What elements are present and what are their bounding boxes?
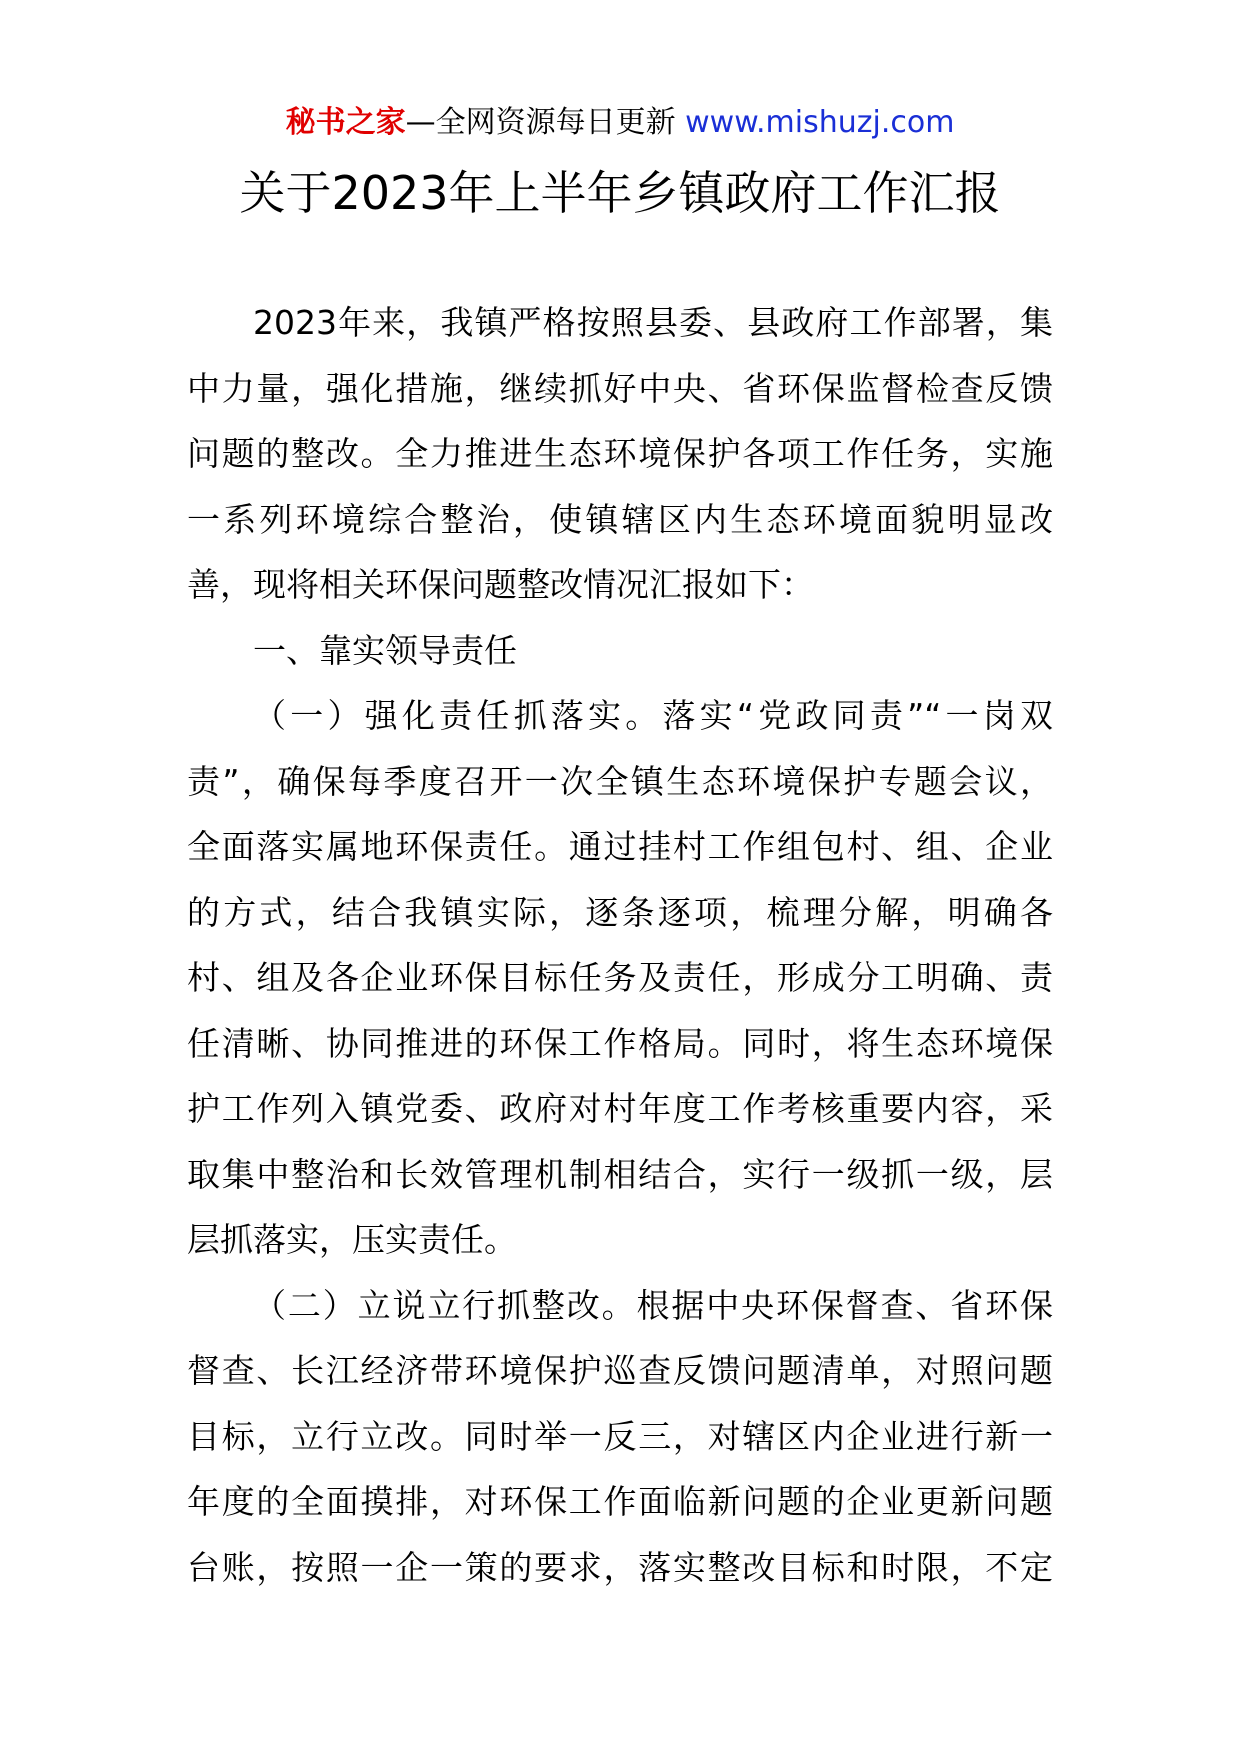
paragraph-one-line: 全面落实属地环保责任。通过挂村工作组包村、组、企业 — [187, 827, 1053, 866]
site-url-link[interactable]: www.mishuzj.com — [685, 105, 955, 140]
paragraph-one-line: 取集中整治和长效管理机制相结合，实行一级抓一级，层 — [187, 1154, 1053, 1194]
paragraph-intro-line: 问题的整改。全力推进生态环境保护各项工作任务，实施 — [187, 434, 1053, 473]
paragraph-one-line: 的方式，结合我镇实际，逐条逐项，梳理分解，明确各 — [187, 892, 1053, 932]
section-heading: 一、靠实领导责任 — [253, 630, 517, 670]
paragraph-one-line: 任清晰、协同推进的环保工作格局。同时，将生态环境保 — [187, 1023, 1053, 1063]
paragraph-intro-line: 中力量，强化措施，继续抓好中央、省环保监督检查反馈 — [187, 368, 1053, 408]
paragraph-one-line: 村、组及各企业环保目标任务及责任，形成分工明确、责 — [187, 958, 1053, 997]
paragraph-intro-line: 善，现将相关环保问题整改情况汇报如下： — [187, 565, 814, 604]
paragraph-two-line: 督查、长江经济带环境保护巡查反馈问题清单，对照问题 — [187, 1351, 1053, 1390]
brand-name: 秘书之家 — [285, 105, 406, 140]
paragraph-two-line: 台账，按照一企一策的要求，落实整改目标和时限，不定 — [187, 1547, 1053, 1587]
paragraph-two-line: （二）立说立行抓整改。根据中央环保督查、省环保 — [253, 1285, 1053, 1325]
site-header — [0, 100, 1240, 146]
paragraph-one-line: 层抓落实，压实责任。 — [187, 1220, 517, 1259]
header-slogan: —全网资源每日更新 — [405, 105, 676, 140]
paragraph-one-line: （一）强化责任抓落实。落实“党政同责”“一岗双 — [253, 696, 1053, 735]
paragraph-intro-line: 一系列环境综合整治，使镇辖区内生态环境面貌明显改 — [187, 499, 1053, 539]
paragraph-one-line: 责”，确保每季度召开一次全镇生态环境保护专题会议， — [187, 761, 1053, 801]
paragraph-one-line: 护工作列入镇党委、政府对村年度工作考核重要内容，采 — [187, 1089, 1053, 1128]
paragraph-two-line: 目标，立行立改。同时举一反三，对辖区内企业进行新一 — [187, 1416, 1053, 1456]
document-title: 关于2023年上半年乡镇政府工作汇报 — [239, 166, 1001, 220]
document-body — [187, 290, 1053, 1600]
paragraph-two-line: 年度的全面摸排，对环保工作面临新问题的企业更新问题 — [187, 1482, 1053, 1521]
paragraph-intro-line: 2023年来，我镇严格按照县委、县政府工作部署，集 — [253, 303, 1053, 342]
